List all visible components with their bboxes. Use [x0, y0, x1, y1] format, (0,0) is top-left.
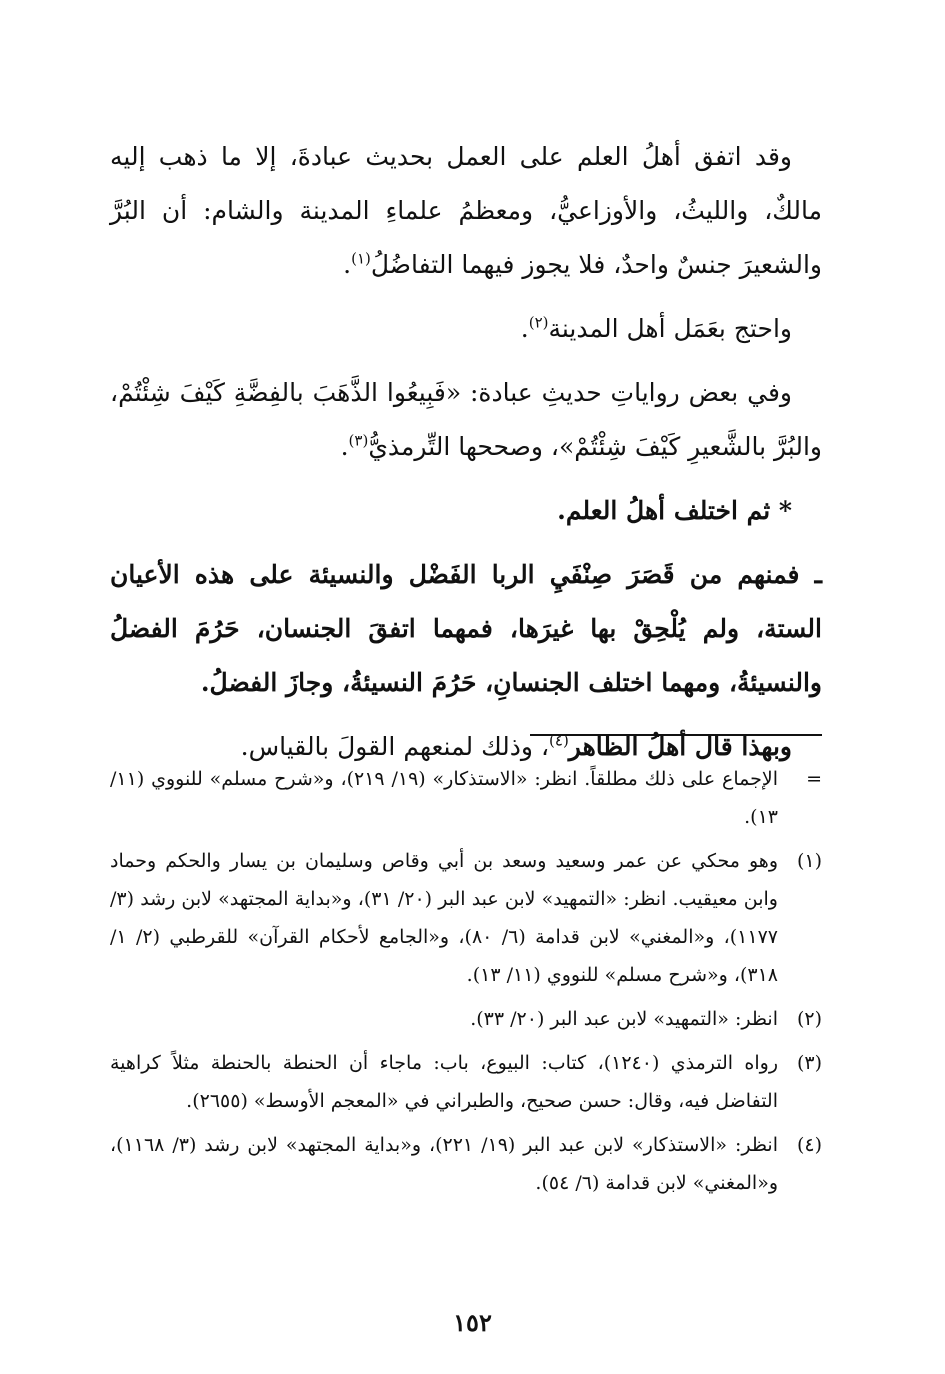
footnote-ref[interactable]: (٤) — [549, 731, 569, 750]
footnote-3: (٣) رواه الترمذي (١٢٤٠)، كتاب: البيوع، باب: ماجاء أن الحنطة بالحنطة مثلاً كراهية التفاضل فيه، وقال: حسن صحيح، والطبراني في «المعجم الأوسط» (٢٦٥٥). — [110, 1052, 822, 1112]
paragraph-zahiri: وبهذا قال أهلُ الظاهر$^{(٤)}$، وذلك لمنعهم القولَ بالقياس. — [240, 731, 792, 761]
main-text — [110, 130, 822, 784]
paragraph-agreement: وقد اتفق أهلُ العلم على العمل بحديث عبادةَ، إلا ما ذهب إليه مالكٌ، والليثُ، والأوزاعيُّ، ومعظمُ علماءِ المدينة والشام: أن البُرَّ والشعيرَ جنسٌ واحدٌ، فلا يجوز فيهما التفاضُلُ$^{(١)}$. — [110, 142, 822, 279]
page-number: ١٥٢ — [453, 1308, 492, 1337]
section-heading: * ثم اختلف أهلُ العلم. — [557, 496, 792, 525]
footnote-ref[interactable]: (٣) — [348, 431, 369, 450]
footnote-1: (١) وهو محكي عن عمر وسعيد وسعد بن أبي وقاص وسليمان بن يسار والحكم وحماد وابن معيقيب. انظر: «التمهيد» لابن عبد البر (٢٠/ ٣١)، و«بداية المجتهد» لابن رشد (٣/ ١١٧٧)، و«المغني» لابن قدامة (٦/ ٨٠)، و«الجامع لأحكام القرآن» للقرطبي (٢/ ١/ ٣١٨)، و«شرح مسلم» للنووي (١١/ ١٣). — [110, 850, 822, 986]
footnotes — [110, 760, 822, 1208]
paragraph-narration: وفي بعض رواياتِ حديثِ عبادة: «فَبِيعُوا الذَّهَبَ بالفِضَّةِ كَيْفَ شِئْتُمْ، والبُرَّ بالشَّعيرِ كَيْفَ شِئْتُمْ»، وصححها التِّرمذيُّ$^{(٣)}$. — [110, 378, 822, 461]
footnote-ref[interactable]: (٢) — [528, 313, 549, 332]
footnote-continued: = الإجماع على ذلك مطلقاً. انظر: «الاستذكار» (١٩/ ٢١٩)، و«شرح مسلم» للنووي (١١/ ١٣). — [110, 768, 822, 828]
paragraph-medina: واحتج بعَمَل أهل المدينة$^{(٢)}$. — [520, 313, 792, 343]
footnote-ref[interactable]: (١) — [351, 249, 371, 268]
footnote-divider — [530, 734, 822, 736]
paragraph-opinion: ـ فمنهم من قَصَرَ صِنْفَيِ الربا الفَضْل والنسيئة على هذه الأعيان الستة، ولم يُلْحِقْ بها غيرَها، فمهما اتفقَ الجنسان، حَرُمَ الفضلُ والنسيئةُ، ومهما اختلف الجنسانِ، حَرُمَ النسيئةُ، وجازَ الفضلُ. — [110, 560, 822, 697]
footnote-2: (٢) انظر: «التمهيد» لابن عبد البر (٢٠/ ٣٣). — [470, 1008, 822, 1030]
footnote-4: (٤) انظر: «الاستذكار» لابن عبد البر (١٩/ ٢٢١)، و«بداية المجتهد» لابن رشد (٣/ ١١٦٨)، و«المغني» لابن قدامة (٦/ ٥٤). — [110, 1134, 822, 1194]
